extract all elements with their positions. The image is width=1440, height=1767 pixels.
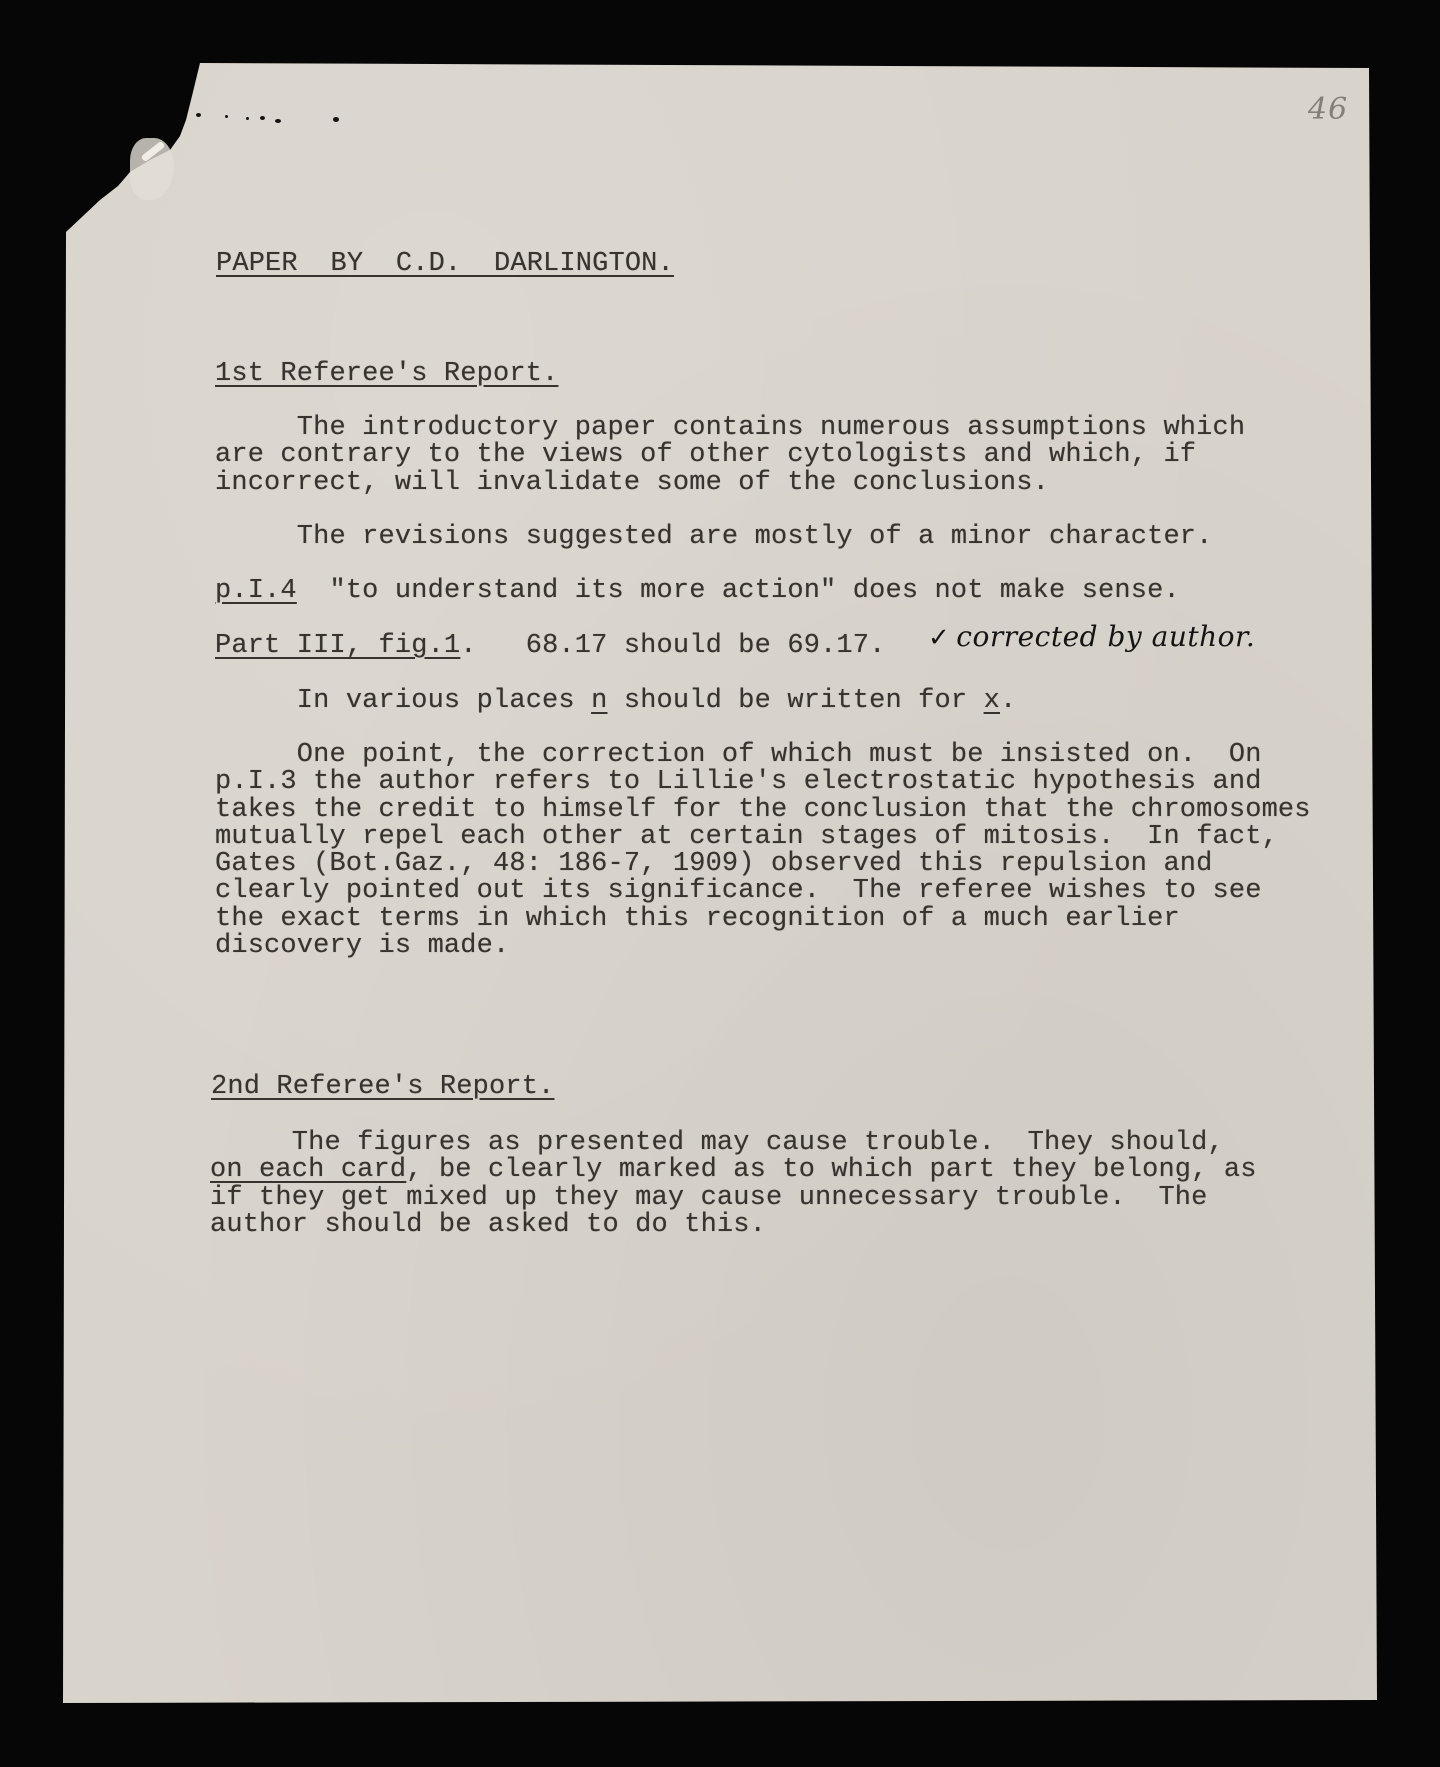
referee1-para4 [215, 742, 1311, 960]
referee1-para3 [215, 688, 1016, 715]
emphasis-on-each-card: on each card [210, 1155, 407, 1186]
page-number: 46 [1308, 92, 1349, 127]
text-line: Gates (Bot.Gaz., 48: 186-7, 1909) observed this repulsion and [215, 849, 1213, 879]
text-segment: should be written for [607, 686, 984, 716]
text-line: author should be asked to do this. [210, 1209, 766, 1240]
variable-x: x [983, 686, 1000, 716]
handwritten-note-text: corrected by author. [956, 620, 1256, 653]
punch-hole [275, 119, 281, 123]
item-reference: p.I.4 [215, 576, 297, 606]
referee1-heading-text: 1st Referee's Report. [215, 359, 559, 389]
referee2-heading [211, 1074, 554, 1101]
text-line: clearly pointed out its significance. The referee wishes to see [215, 876, 1262, 907]
checkmark-icon: ✓ [928, 623, 951, 653]
text-line: The figures as presented may cause trouble. They should, [210, 1128, 1224, 1158]
item-text: 68.17 should be 69.17. [476, 631, 886, 661]
text-line: if they get mixed up they may cause unnecessary trouble. The [210, 1182, 1208, 1213]
document-title [216, 251, 674, 278]
punch-hole [333, 117, 339, 122]
text-line: are contrary to the views of other cytologists and which, if [215, 440, 1197, 471]
text-line: The introductory paper contains numerous assumptions which [215, 413, 1246, 443]
punch-hole [246, 117, 249, 120]
punch-hole [260, 116, 265, 120]
text-segment: In various places [215, 686, 592, 716]
punch-hole [225, 115, 228, 118]
text-line: takes the credit to himself for the conclusion that the chromosomes [215, 794, 1311, 825]
text-line: One point, the correction of which must be insisted on. On [215, 740, 1262, 770]
item-reference-suffix: . [460, 631, 477, 661]
text-line: p.I.3 the author refers to Lillie's electrostatic hypothesis and [215, 767, 1262, 798]
referee1-heading [215, 361, 558, 388]
punch-hole [196, 113, 201, 117]
item-reference: Part III, fig.1 [215, 631, 461, 661]
text-line: the exact terms in which this recognition of a much earlier [215, 903, 1180, 934]
text-line: discovery is made. [215, 930, 510, 961]
referee2-heading-text: 2nd Referee's Report. [211, 1072, 555, 1102]
referee2-para [210, 1130, 1257, 1239]
text-line: incorrect, will invalidate some of the conclusions. [215, 467, 1049, 498]
handwritten-annotation [928, 620, 1255, 653]
referee1-para1 [215, 415, 1245, 497]
text-line: mutually repel each other at certain stages of mitosis. In fact, [215, 821, 1278, 852]
variable-n: n [591, 686, 608, 716]
referee1-para2: The revisions suggested are mostly of a minor character. [215, 522, 1213, 552]
item-text: "to understand its more action" does not make sense. [296, 576, 1180, 606]
text-line: , be clearly marked as to which part they belong, as [406, 1155, 1257, 1186]
referee1-item-part-III [215, 633, 885, 660]
text-segment: . [999, 686, 1017, 716]
referee1-item-p-I-4 [215, 578, 1180, 605]
title-text: PAPER BY C.D. DARLINGTON. [216, 249, 674, 279]
